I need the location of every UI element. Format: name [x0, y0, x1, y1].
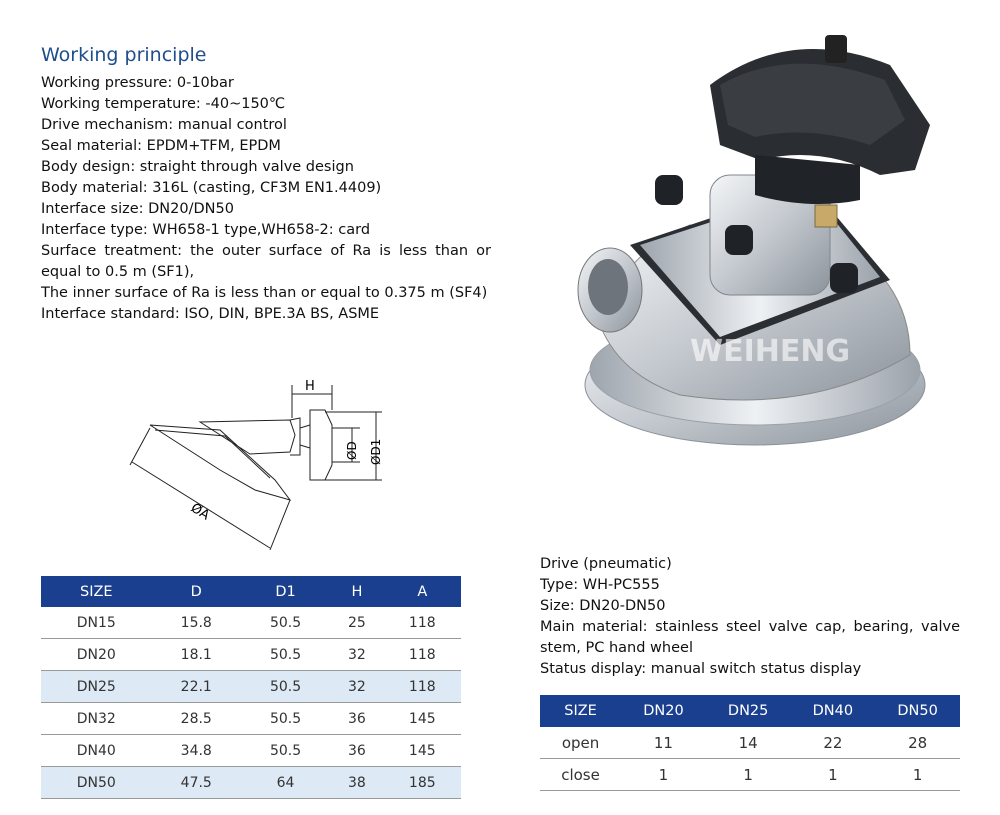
column-header: SIZE: [41, 576, 152, 607]
spec-item: Drive mechanism: manual control: [41, 117, 287, 133]
dim-h-label: H: [305, 379, 315, 394]
table-row: [41, 735, 461, 767]
table-row: [41, 671, 461, 703]
table-cell: DN32: [41, 703, 152, 735]
table-row: [41, 607, 461, 639]
table-cell: 50.5: [241, 639, 330, 671]
table-cell: DN50: [41, 767, 152, 799]
table-cell: 50.5: [241, 703, 330, 735]
table-cell: 118: [384, 671, 461, 703]
table-cell: 1: [621, 759, 706, 791]
valve-photo: [560, 25, 960, 465]
spec-item: Surface treatment: the outer surface of Ra is less than or equal to 0.5 m (SF1),: [41, 243, 491, 280]
watermark: WEIHENG: [690, 334, 851, 369]
table-row: [540, 759, 960, 791]
table-cell: open: [540, 727, 621, 759]
spec-item: Interface size: DN20/DN50: [41, 201, 234, 217]
drive-spec-list: [540, 554, 960, 680]
drive-table: [540, 695, 960, 791]
table-cell: 50.5: [241, 671, 330, 703]
table-cell: 64: [241, 767, 330, 799]
table-cell: 36: [330, 735, 383, 767]
drive-spec-item: Type: WH-PC555: [540, 577, 660, 593]
table-header-row: [41, 576, 461, 607]
table-header-row: [540, 695, 960, 727]
column-header: D: [152, 576, 241, 607]
table-cell: 22.1: [152, 671, 241, 703]
table-cell: 28: [875, 727, 960, 759]
column-header: DN50: [875, 695, 960, 727]
table-cell: 50.5: [241, 607, 330, 639]
table-row: [41, 703, 461, 735]
table-cell: 1: [706, 759, 791, 791]
column-header: SIZE: [540, 695, 621, 727]
dim-a-label: ØA: [187, 500, 213, 524]
spec-item: Body material: 316L (casting, CF3M EN1.4409): [41, 180, 382, 196]
column-header: H: [330, 576, 383, 607]
table-row: [540, 727, 960, 759]
column-header: DN40: [791, 695, 876, 727]
table-cell: 28.5: [152, 703, 241, 735]
table-cell: 22: [791, 727, 876, 759]
dimension-drawing: [120, 370, 400, 560]
spec-item: Body design: straight through valve design: [41, 159, 354, 175]
table-cell: 1: [875, 759, 960, 791]
dim-d1-label: ØD1: [369, 438, 383, 465]
table-cell: 1: [791, 759, 876, 791]
table-cell: 14: [706, 727, 791, 759]
table-cell: 38: [330, 767, 383, 799]
spec-item: The inner surface of Ra is less than or equal to 0.375 m (SF4): [41, 285, 488, 301]
spec-item: Seal material: EPDM+TFM, EPDM: [41, 138, 281, 154]
drive-spec-item: Main material: stainless steel valve cap, bearing, valve stem, PC hand wheel: [540, 619, 960, 656]
table-cell: 11: [621, 727, 706, 759]
table-cell: 50.5: [241, 735, 330, 767]
table-cell: 145: [384, 703, 461, 735]
table-cell: 15.8: [152, 607, 241, 639]
table-cell: DN20: [41, 639, 152, 671]
table-cell: 32: [330, 671, 383, 703]
table-cell: 118: [384, 639, 461, 671]
column-header: DN25: [706, 695, 791, 727]
spec-item: Working temperature: -40~150℃: [41, 96, 286, 112]
drive-spec-item: Drive (pneumatic): [540, 556, 672, 572]
section-heading: Working principle: [41, 44, 207, 66]
spec-list: [41, 73, 491, 325]
dim-d-label: ØD: [345, 441, 359, 460]
table-cell: DN40: [41, 735, 152, 767]
table-row: [41, 767, 461, 799]
table-cell: 18.1: [152, 639, 241, 671]
table-cell: 145: [384, 735, 461, 767]
column-header: DN20: [621, 695, 706, 727]
table-cell: DN15: [41, 607, 152, 639]
table-cell: close: [540, 759, 621, 791]
table-cell: 185: [384, 767, 461, 799]
table-cell: DN25: [41, 671, 152, 703]
column-header: D1: [241, 576, 330, 607]
size-table: [41, 576, 461, 799]
table-cell: 32: [330, 639, 383, 671]
table-cell: 36: [330, 703, 383, 735]
spec-item: Working pressure: 0-10bar: [41, 75, 234, 91]
drive-spec-item: Size: DN20-DN50: [540, 598, 666, 614]
table-cell: 25: [330, 607, 383, 639]
table-cell: 118: [384, 607, 461, 639]
table-row: [41, 639, 461, 671]
spec-item: Interface type: WH658-1 type,WH658-2: card: [41, 222, 371, 238]
column-header: A: [384, 576, 461, 607]
table-cell: 47.5: [152, 767, 241, 799]
drive-spec-item: Status display: manual switch status display: [540, 661, 862, 677]
spec-item: Interface standard: ISO, DIN, BPE.3A BS, ASME: [41, 306, 380, 322]
table-cell: 34.8: [152, 735, 241, 767]
